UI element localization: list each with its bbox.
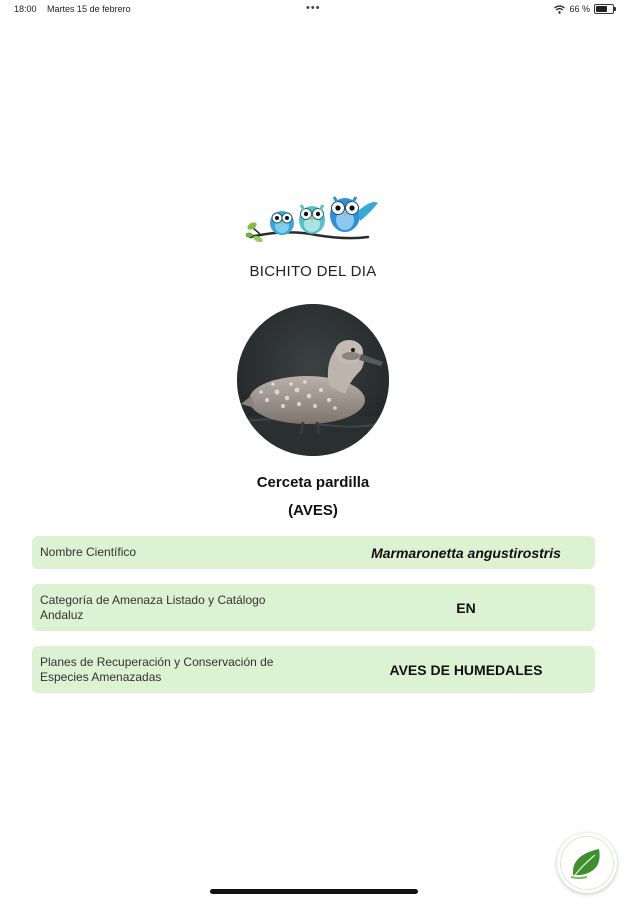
row-label: Planes de Recuperación y Conservación de Especies Amenazadas <box>40 655 274 684</box>
wifi-icon <box>554 5 565 14</box>
battery-icon <box>594 4 614 14</box>
species-photo <box>237 304 389 456</box>
leaf-fab-button[interactable] <box>557 833 617 893</box>
row-label: Categoría de Amenaza Listado y Catálogo Andaluz <box>40 593 266 622</box>
info-row-scientific-name <box>32 536 595 569</box>
status-bar <box>0 0 626 20</box>
row-value: EN <box>456 600 476 616</box>
battery-percent: 66 % <box>569 4 590 14</box>
marbled-duck-photo <box>237 304 389 456</box>
row-label: Nombre Científico <box>40 545 137 559</box>
info-row-recovery-plans <box>32 646 595 693</box>
home-indicator[interactable] <box>210 889 418 894</box>
fab-ring <box>560 836 614 890</box>
species-common-name: Cerceta pardilla <box>256 474 370 491</box>
status-left <box>14 4 139 14</box>
status-time: 18:00 <box>14 4 37 14</box>
species-class: (AVES) <box>288 502 338 519</box>
status-right <box>554 4 614 14</box>
status-date: Martes 15 de febrero <box>47 4 131 14</box>
row-value: AVES DE HUMEDALES <box>389 662 543 678</box>
multitasking-dots[interactable]: ••• <box>306 2 321 14</box>
battery-fill <box>596 6 607 12</box>
owls-on-branch-logo <box>246 193 380 247</box>
app-title: BICHITO DEL DIA <box>249 263 377 280</box>
row-value: Marmaronetta angustirostris <box>371 545 561 561</box>
info-row-threat-category <box>32 584 595 631</box>
